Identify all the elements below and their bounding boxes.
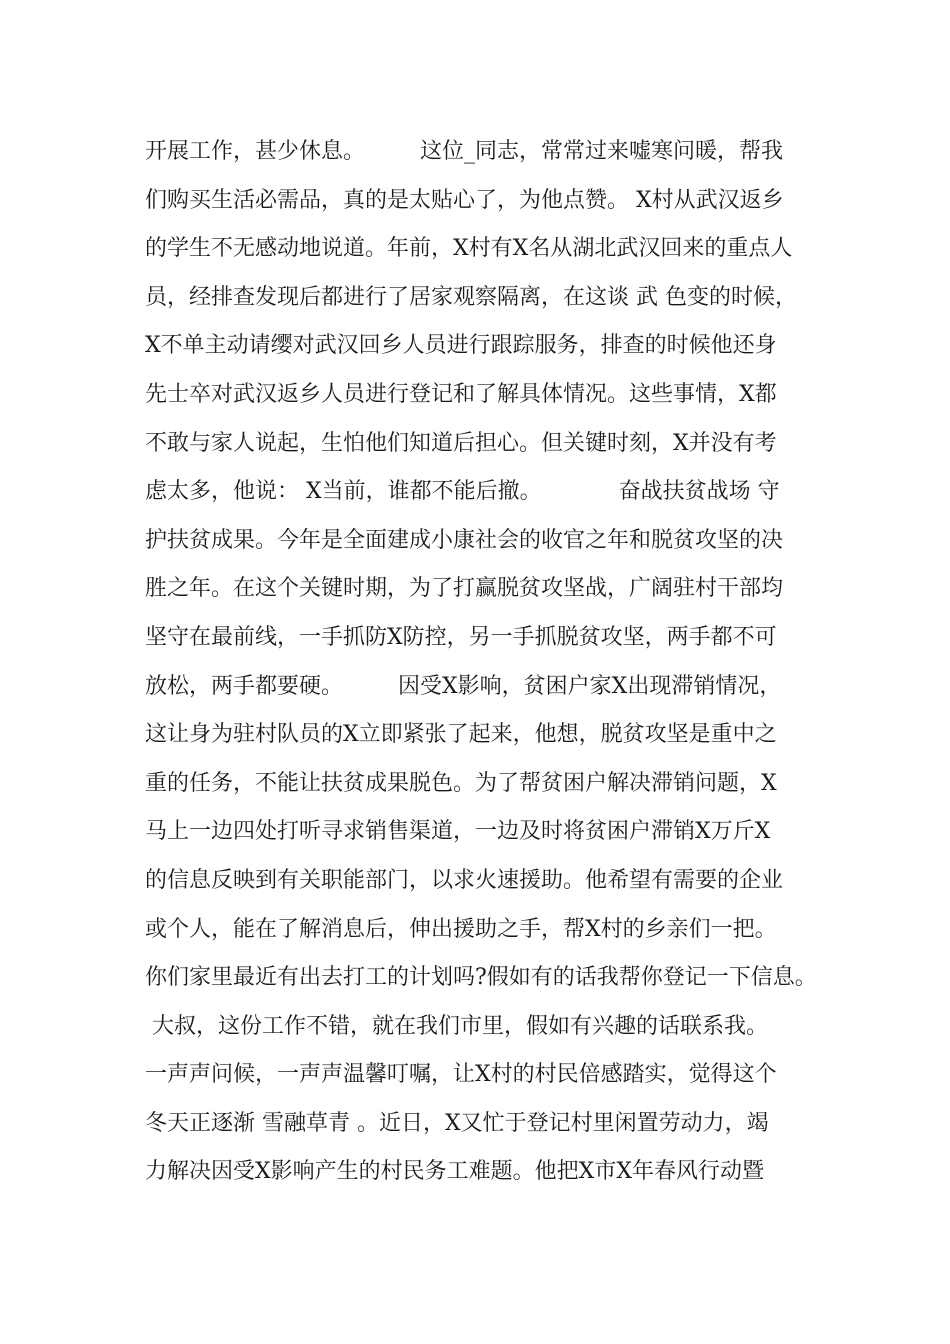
text-line: 力解决因受X影响产生的村民务工难题。他把X市X年春风行动暨 bbox=[145, 1159, 764, 1185]
text-line: 冬天正逐渐 雪融草青 。近日，X又忙于登记村里闲置劳动力，竭 bbox=[145, 1110, 769, 1136]
text-line: 或个人，能在了解消息后，伸出援助之手，帮X村的乡亲们一把。 bbox=[145, 916, 777, 942]
text-line: 的学生不无感动地说道。年前，X村有X名从湖北武汉回来的重点人 bbox=[145, 236, 793, 262]
text-line: 你们家里最近有出去打工的计划吗?假如有的话我帮你登记一下信息。 bbox=[145, 965, 817, 991]
text-line: 一声声问候，一声声温馨叮嘱，让X村的村民倍感踏实，觉得这个 bbox=[145, 1062, 777, 1088]
text-line: 不敢与家人说起，生怕他们知道后担心。但关键时刻，X并没有考 bbox=[145, 430, 777, 456]
text-line: 放松，两手都要硬。 因受X影响，贫困户家X出现滞销情况， bbox=[145, 673, 782, 699]
text-line: 坚守在最前线，一手抓防X防控，另一手抓脱贫攻坚，两手都不可 bbox=[145, 624, 777, 650]
text-line: 胜之年。在这个关键时期，为了打赢脱贫攻坚战，广阔驻村干部均 bbox=[145, 576, 784, 602]
text-line: 开展工作，甚少休息。 这位_同志，常常过来嘘寒问暖，帮我 bbox=[145, 139, 784, 164]
text-line: 员，经排查发现后都进行了居家观察隔离，在这谈 武 色变的时候， bbox=[145, 284, 797, 310]
text-line: 大叔，这份工作不错，就在我们市里，假如有兴趣的话联系我。 bbox=[145, 1013, 768, 1039]
text-line: 重的任务，不能让扶贫成果脱色。为了帮贫困户解决滞销问题，X bbox=[145, 770, 777, 796]
text-line: X不单主动请缨对武汉回乡人员进行跟踪服务，排查的时候他还身 bbox=[145, 333, 777, 359]
text-line: 的信息反映到有关职能部门，以求火速援助。他希望有需要的企业 bbox=[145, 867, 784, 893]
text-line: 们购买生活必需品，真的是太贴心了，为他点赞。 X村从武汉返乡 bbox=[145, 187, 784, 213]
text-line: 这让身为驻村队员的X立即紧张了起来，他想，脱贫攻坚是重中之 bbox=[145, 722, 777, 748]
text-line: 先士卒对武汉返乡人员进行登记和了解具体情况。这些事情，X都 bbox=[145, 381, 777, 407]
body-text bbox=[145, 128, 825, 1197]
text-line: 虑太多，他说： X当前，谁都不能后撤。 奋战扶贫战场 守 bbox=[145, 479, 780, 505]
text-line: 马上一边四处打听寻求销售渠道，一边及时将贫困户滞销X万斤X bbox=[145, 819, 771, 845]
text-line: 护扶贫成果。今年是全面建成小康社会的收官之年和脱贫攻坚的决 bbox=[145, 527, 784, 553]
